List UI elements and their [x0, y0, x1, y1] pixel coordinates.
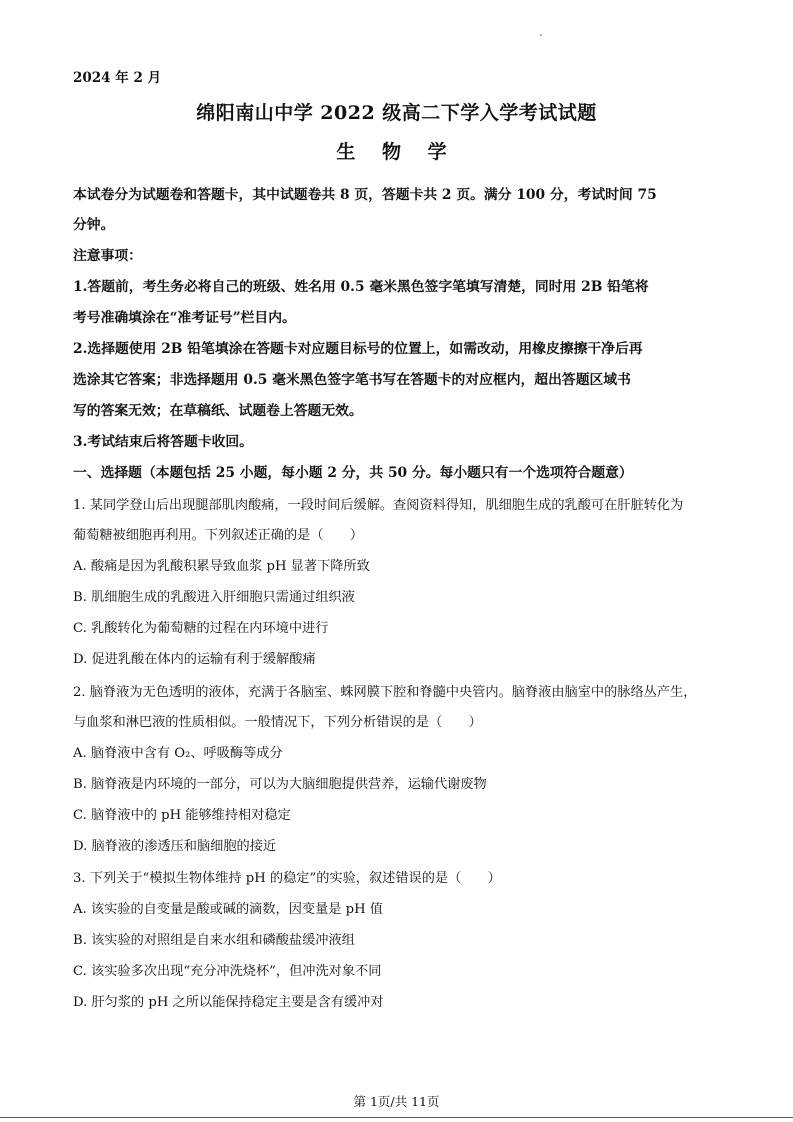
- exam-title: 绵阳南山中学 2022 级高二下学入学考试试题: [196, 102, 597, 124]
- footer-rule: [0, 1117, 793, 1118]
- question-1-option-a: A. 酸痛是因为乳酸积累导致血浆 pH 显著下降所致: [73, 559, 370, 574]
- note-1-line-1: 1.答题前，考生务必将自己的班级、姓名用 0.5 毫米黑色签字笔填写清楚，同时用 2B 铅笔将: [73, 279, 649, 295]
- intro-line-2: 分钟。: [73, 217, 115, 233]
- note-2-line-3: 写的答案无效；在草稿纸、试题卷上答题无效。: [73, 403, 363, 419]
- exam-subject: 生 物 学: [336, 141, 457, 163]
- note-2-line-1: 2.选择题使用 2B 铅笔填涂在答题卡对应题目标号的位置上，如需改动，用橡皮擦擦干净后再: [73, 341, 643, 357]
- question-1-option-c: C. 乳酸转化为葡萄糖的过程在内环境中进行: [73, 621, 329, 636]
- question-3-stem-line-1: 3. 下列关于“模拟生物体维持 pH 的稳定”的实验，叙述错误的是（ ）: [73, 871, 501, 886]
- question-1-option-d: D. 促进乳酸在体内的运输有利于缓解酸痛: [73, 652, 316, 667]
- question-2-option-d: D. 脑脊液的渗透压和脑细胞的接近: [73, 839, 277, 854]
- section-heading: 一、选择题（本题包括 25 小题，每小题 2 分，共 50 分。每小题只有一个选项符合题意）: [73, 465, 633, 481]
- question-2-option-a: A. 脑脊液中含有 O₂、呼吸酶等成分: [73, 746, 283, 761]
- question-2-option-c: C. 脑脊液中的 pH 能够维持相对稳定: [73, 808, 291, 823]
- question-3-option-c: C. 该实验多次出现“充分冲洗烧杯”，但冲洗对象不同: [73, 964, 382, 979]
- note-2-line-2: 选涂其它答案；非选择题用 0.5 毫米黑色签字笔书写在答题卡的对应框内，超出答题区域书: [73, 372, 631, 388]
- intro-line-1: 本试卷分为试题卷和答题卡，其中试题卷共 8 页，答题卡共 2 页。满分 100 分，考试时间 75: [73, 187, 657, 203]
- note-3: 3.考试结束后将答题卡收回。: [73, 434, 253, 450]
- question-3-option-b: B. 该实验的对照组是自来水组和磷酸盐缓冲液组: [73, 933, 355, 948]
- scan-speck: [540, 34, 542, 36]
- notes-heading: 注意事项：: [73, 248, 142, 264]
- question-2-stem-line-2: 与血浆和淋巴液的性质相似。一般情况下，下列分析错误的是（ ）: [73, 715, 482, 730]
- exam-date: 2024 年 2 月: [73, 70, 162, 86]
- question-2-stem-line-1: 2. 脑脊液为无色透明的液体，充满于各脑室、蛛网膜下腔和脊髓中央管内。脑脊液由脑室中的脉络丛产生，: [73, 685, 697, 700]
- question-1-option-b: B. 肌细胞生成的乳酸进入肝细胞只需通过组织液: [73, 590, 355, 605]
- question-1-stem-line-1: 1. 某同学登山后出现腿部肌肉酸痛，一段时间后缓解。查阅资料得知，肌细胞生成的乳酸可在肝脏转化为: [73, 498, 684, 513]
- note-1-line-2: 考号准确填涂在“准考证号”栏目内。: [73, 310, 296, 326]
- question-2-option-b: B. 脑脊液是内环境的一部分，可以为大脑细胞提供营养，运输代谢废物: [73, 777, 487, 792]
- question-3-option-a: A. 该实验的自变量是酸或碱的滴数，因变量是 pH 值: [73, 902, 383, 917]
- question-3-option-d: D. 肝匀浆的 pH 之所以能保持稳定主要是含有缓冲对: [73, 995, 384, 1010]
- question-1-stem-line-2: 葡萄糖被细胞再利用。下列叙述正确的是（ ）: [73, 528, 364, 543]
- page-number: 第 1页/共 11页: [353, 1094, 440, 1109]
